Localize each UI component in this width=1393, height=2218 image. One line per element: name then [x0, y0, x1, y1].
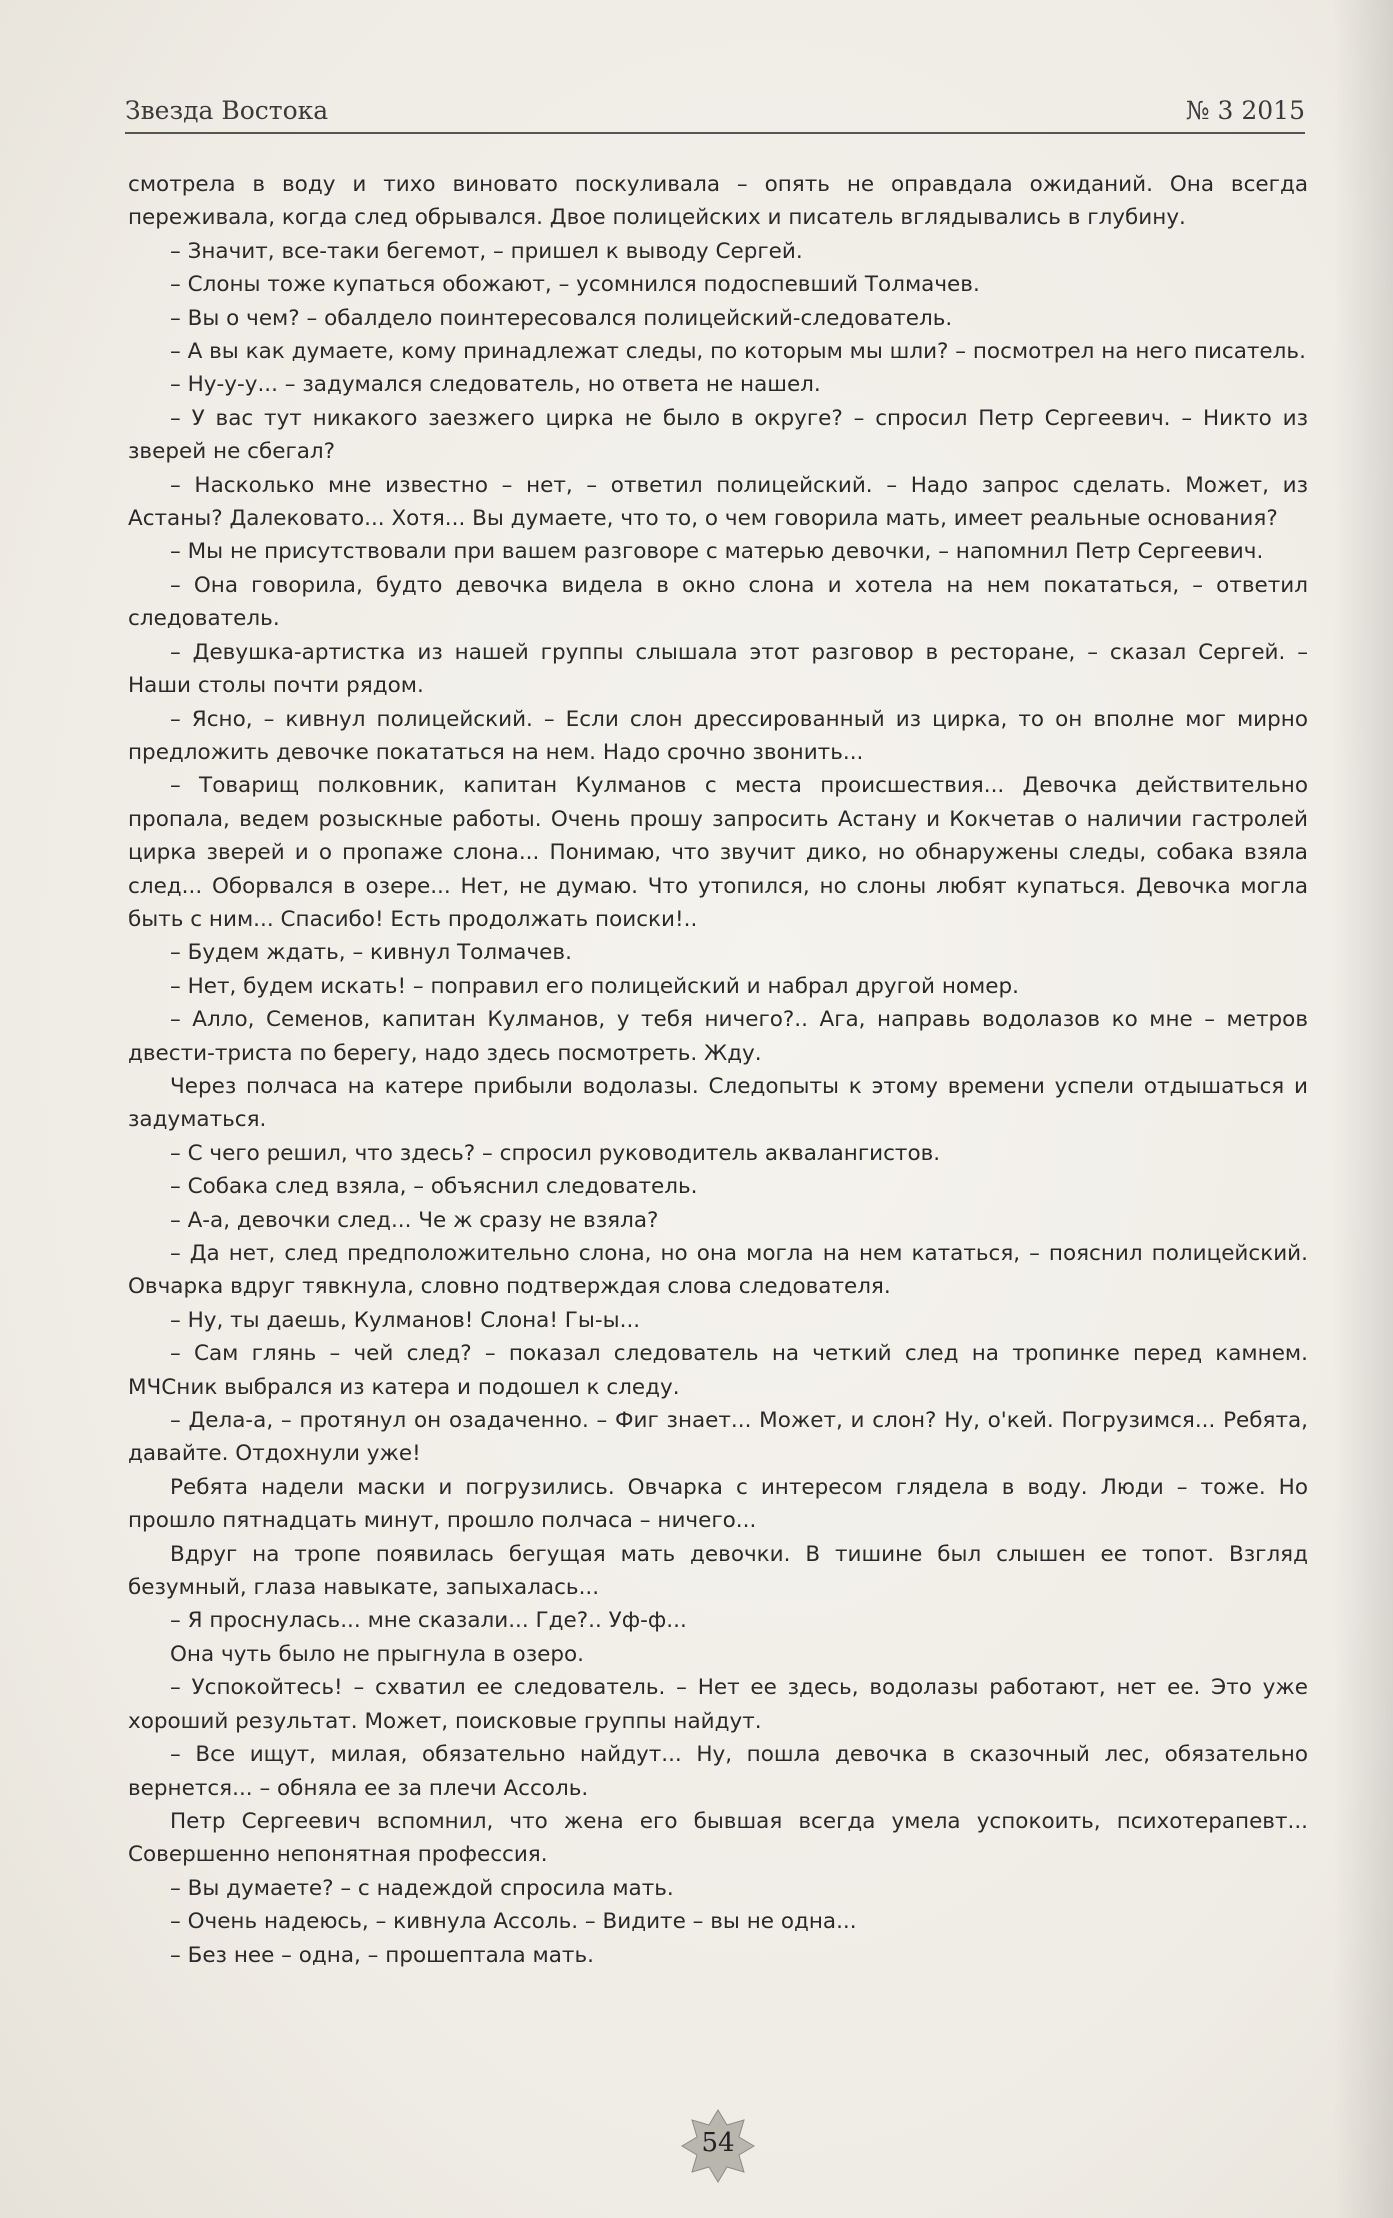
- paragraph: – Все ищут, милая, обязательно найдут... Ну, пошла девочка в сказочный лес, обязательно вернется... – обняла ее за плечи Ассоль.: [128, 1742, 1308, 1801]
- paragraph: – Успокойтесь! – схватил ее следователь. – Нет ее здесь, водолазы работают, нет ее. Это уже хороший результат. Может, поисковые группы найдут.: [128, 1675, 1308, 1734]
- paragraph: Через полчаса на катере прибыли водолазы. Следопыты к этому времени успели отдышаться и задуматься.: [128, 1073, 1308, 1133]
- paragraph: – У вас тут никакого заезжего цирка не было в округе? – спросил Петр Сергеевич. – Никто из зверей не сбегал?: [128, 405, 1308, 465]
- paragraph: – Значит, все-таки бегемот, – пришел к выводу Сергей.: [170, 238, 803, 264]
- paragraph: – Дела-а, – протянул он озадаченно. – Фиг знает... Может, и слон? Ну, о'кей. Погрузимся... Ребята, давайте. Отдохнули уже!: [128, 1408, 1308, 1467]
- paragraph: – Ну-у-у... – задумался следователь, но ответа не нашел.: [170, 372, 821, 398]
- paragraph: – Очень надеюсь, – кивнула Ассоль. – Видите – вы не одна...: [170, 1909, 857, 1935]
- paragraph: Она чуть было не прыгнула в озеро.: [170, 1641, 584, 1667]
- paragraph: – Товарищ полковник, капитан Кулманов с места происшествия... Девочка действительно пропала, ведем розыскные работы. Очень прошу запросить Астану и Кокчетав о наличии гастролей цирка зверей и о пропаже слона... Понимаю, что звучит дико, но обнаружены следы, собака взяла след... Оборвался в озере... Нет, не думаю. Что утопился, но слоны любят купаться. Девочка могла быть с ним... Спасибо! Есть продолжать поиски!..: [128, 773, 1308, 932]
- paragraph: – Собака след взяла, – объяснил следователь.: [170, 1174, 698, 1200]
- article-body: [128, 168, 1308, 1972]
- paragraph: – Вы думаете? – с надеждой спросила мать.: [170, 1875, 674, 1901]
- paragraph: – Нет, будем искать! – поправил его полицейский и набрал другой номер.: [170, 973, 1019, 999]
- paragraph: – Слоны тоже купаться обожают, – усомнился подоспевший Толмачев.: [170, 272, 980, 298]
- page-number-badge: [680, 2108, 756, 2184]
- paragraph: – А вы как думаете, кому принадлежат следы, по которым мы шли? – посмотрел на него писатель.: [170, 339, 1306, 365]
- running-header: [125, 96, 1305, 134]
- paragraph: – Да нет, след предположительно слона, но она могла на нем кататься, – пояснил полицейский. Овчарка вдруг тявкнула, словно подтверждая слова следователя.: [128, 1241, 1308, 1300]
- paragraph: Петр Сергеевич вспомнил, что жена его бывшая всегда умела успокоить, психотерапевт... Совершенно непонятная профессия.: [128, 1808, 1308, 1868]
- paragraph: – А-а, девочки след... Че ж сразу не взяла?: [170, 1207, 659, 1233]
- paragraph: – Она говорила, будто девочка видела в окно слона и хотела на нем покататься, – ответил следователь.: [128, 572, 1308, 632]
- paragraph: – Сам глянь – чей след? – показал следователь на четкий след на тропинке перед камнем. МЧСник выбрался из катера и подошел к следу.: [128, 1341, 1308, 1400]
- spine-shadow: [1333, 0, 1393, 2218]
- paragraph: – Алло, Семенов, капитан Кулманов, у тебя ничего?.. Ага, направь водолазов ко мне – метров двести-триста по берегу, надо здесь посмотреть. Жду.: [128, 1007, 1308, 1066]
- journal-title: Звезда Востока: [125, 96, 329, 125]
- paragraph: Ребята надели маски и погрузились. Овчарка с интересом глядела в воду. Люди – тоже. Но прошло пятнадцать минут, прошло полчаса – ничего...: [128, 1474, 1308, 1534]
- paragraph: – Девушка-артистка из нашей группы слышала этот разговор в ресторане, – сказал Сергей. – Наши столы почти рядом.: [128, 639, 1308, 699]
- paragraph: смотрела в воду и тихо виновато поскуливала – опять не оправдала ожиданий. Она всегда переживала, когда след обрывался. Двое полицейских и писатель вглядывались в глубину.: [128, 172, 1308, 231]
- paragraph: – Мы не присутствовали при вашем разговоре с матерью девочки, – напомнил Петр Сергеевич.: [170, 539, 1264, 565]
- page-number: 54: [701, 2128, 735, 2158]
- paragraph: – Вы о чем? – обалдело поинтересовался полицейский-следователь.: [170, 305, 953, 331]
- paragraph: – Будем ждать, – кивнул Толмачев.: [170, 940, 572, 966]
- paragraph: Вдруг на тропе появилась бегущая мать девочки. В тишине был слышен ее топот. Взгляд безумный, глаза навыкате, запыхалась...: [128, 1541, 1308, 1601]
- paragraph: – Насколько мне известно – нет, – ответил полицейский. – Надо запрос сделать. Может, из Астаны? Далековато... Хотя... Вы думаете, что то, о чем говорила мать, имеет реальные основания?: [128, 472, 1308, 532]
- issue-number: № 3 2015: [1185, 96, 1305, 125]
- paragraph: – Ну, ты даешь, Кулманов! Слона! Гы-ы...: [170, 1307, 641, 1333]
- paragraph: – Ясно, – кивнул полицейский. – Если слон дрессированный из цирка, то он вполне мог мирно предложить девочке покататься на нем. Надо срочно звонить...: [128, 706, 1308, 765]
- paragraph: – Я проснулась... мне сказали... Где?.. Уф-ф...: [170, 1608, 687, 1634]
- paragraph: – Без нее – одна, – прошептала мать.: [170, 1942, 594, 1968]
- paragraph: – С чего решил, что здесь? – спросил руководитель аквалангистов.: [170, 1140, 941, 1166]
